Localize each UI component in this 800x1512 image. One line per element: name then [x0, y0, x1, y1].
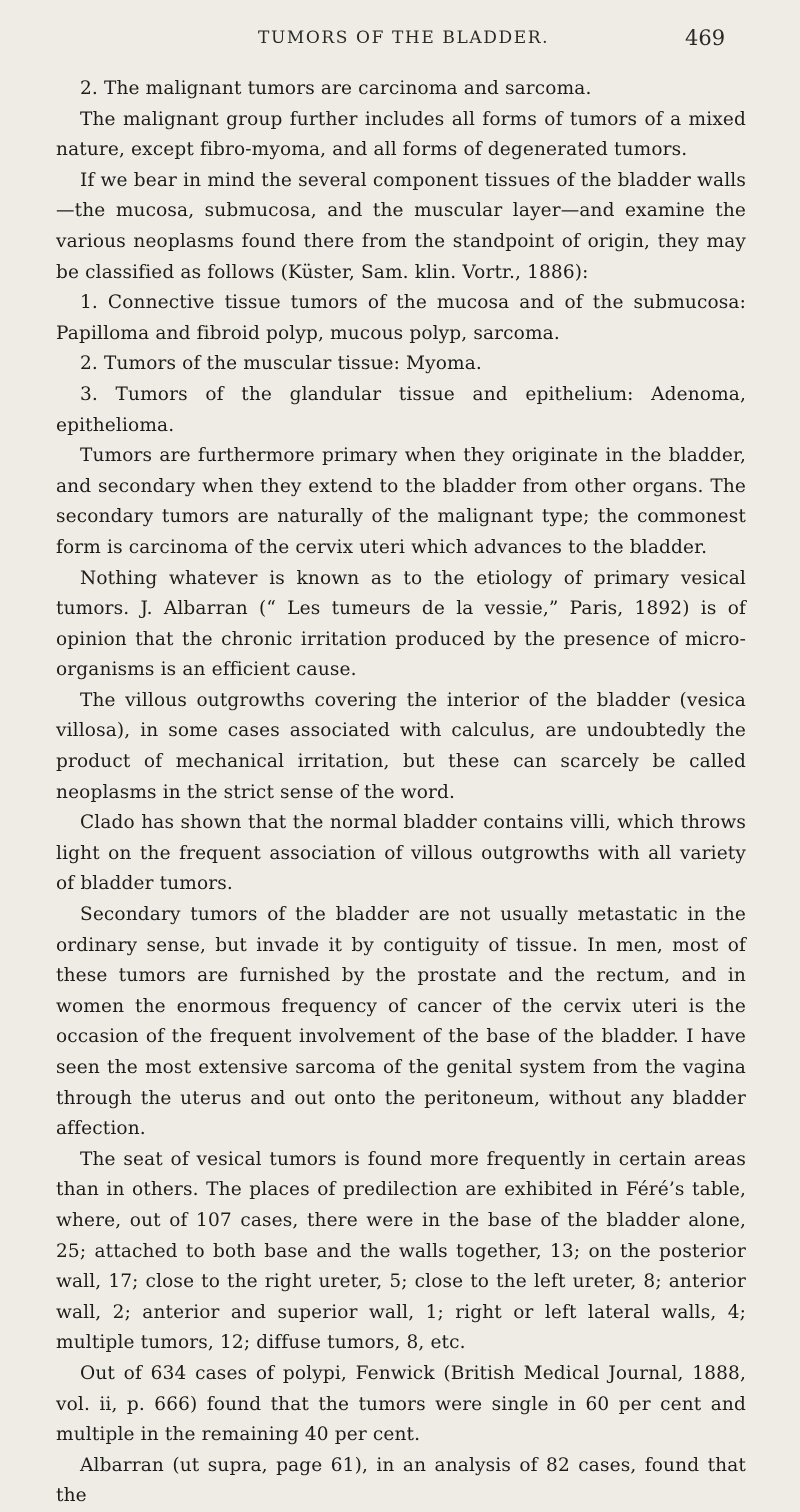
- list-item: 1. Connective tissue tumors of the mucosa and of the submucosa: Papilloma and fibroid polyp, mucous polyp, sarcoma.: [56, 292, 746, 344]
- paragraph: The villous outgrowths covering the interior of the bladder (vesica villosa), in some cases associated with calculus, are undoubtedly the product of mechanical irritation, but these can scarcely be called neoplasms in the strict sense of the word.: [56, 689, 746, 803]
- paragraph: The malignant group further includes all forms of tumors of a mixed nature, except fibro-myoma, and all forms of degenerated tumors.: [56, 108, 746, 161]
- paragraph: Tumors are furthermore primary when they originate in the bladder, and secondary when they extend to the bladder from other organs. The secondary tumors are naturally of the malignant type; the commonest form is carcinoma of the cervix uteri which advances to the bladder.: [56, 445, 746, 558]
- paragraph: Albarran (ut supra, page 61), in an analysis of 82 cases, found that the: [56, 1454, 746, 1507]
- list-item: 3. Tumors of the glandular tissue and epithelium: Adenoma, epithelioma.: [56, 383, 746, 436]
- paragraph: Nothing whatever is known as to the etiology of primary vesical tumors. J. Albarran (“ Les tumeurs de la vessie,” Paris, 1892) is of opinion that the chronic irritation produced by the presence of micro-organisms is an efficient cause.: [56, 567, 746, 681]
- running-head: TUMORS OF THE BLADDER.: [258, 28, 550, 48]
- list-item: 2. The malignant tumors are carcinoma and sarcoma.: [80, 78, 592, 99]
- paragraph: Out of 634 cases of polypi, Fenwick (British Medical Journal, 1888, vol. ii, p. 666) found that the tumors were single in 60 per cent and multiple in the remaining 40 per cent.: [56, 1362, 746, 1446]
- page-number: 469: [685, 26, 726, 50]
- paragraph: The seat of vesical tumors is found more frequently in certain areas than in others. The places of predilection are exhibited in Féré’s table, where, out of 107 cases, there were in the base of the bladder alone, 25; attached to both base and the walls together, 13; on the posterior wall, 17; close to the right ureter, 5; close to the left ureter, 8; anterior wall, 2; anterior and superior wall, 1; right or left lateral walls, 4; multiple tumors, 12; diffuse tumors, 8, etc.: [56, 1148, 746, 1354]
- paragraph: Secondary tumors of the bladder are not usually metastatic in the ordinary sense, but invade it by contiguity of tissue. In men, most of these tumors are furnished by the prostate and the rectum, and in women the enormous frequency of cancer of the cervix uteri is the occasion of the frequent involvement of the base of the bladder. I have seen the most extensive sarcoma of the genital system from the vagina through the uterus and out onto the peritoneum, without any bladder affection.: [56, 904, 746, 1140]
- paragraph: Clado has shown that the normal bladder contains villi, which throws light on the frequent association of villous outgrowths with all variety of bladder tumors.: [56, 812, 746, 895]
- page-header: [0, 20, 800, 60]
- paragraph: If we bear in mind the several component tissues of the bladder walls—the mucosa, submucosa, and the muscular layer—and examine the various neoplasms found there from the standpoint of origin, they may be classified as follows (Küster, Sam. klin. Vortr., 1886):: [56, 169, 746, 283]
- list-item: 2. Tumors of the muscular tissue: Myoma.: [80, 353, 482, 375]
- body-text: [56, 74, 746, 1512]
